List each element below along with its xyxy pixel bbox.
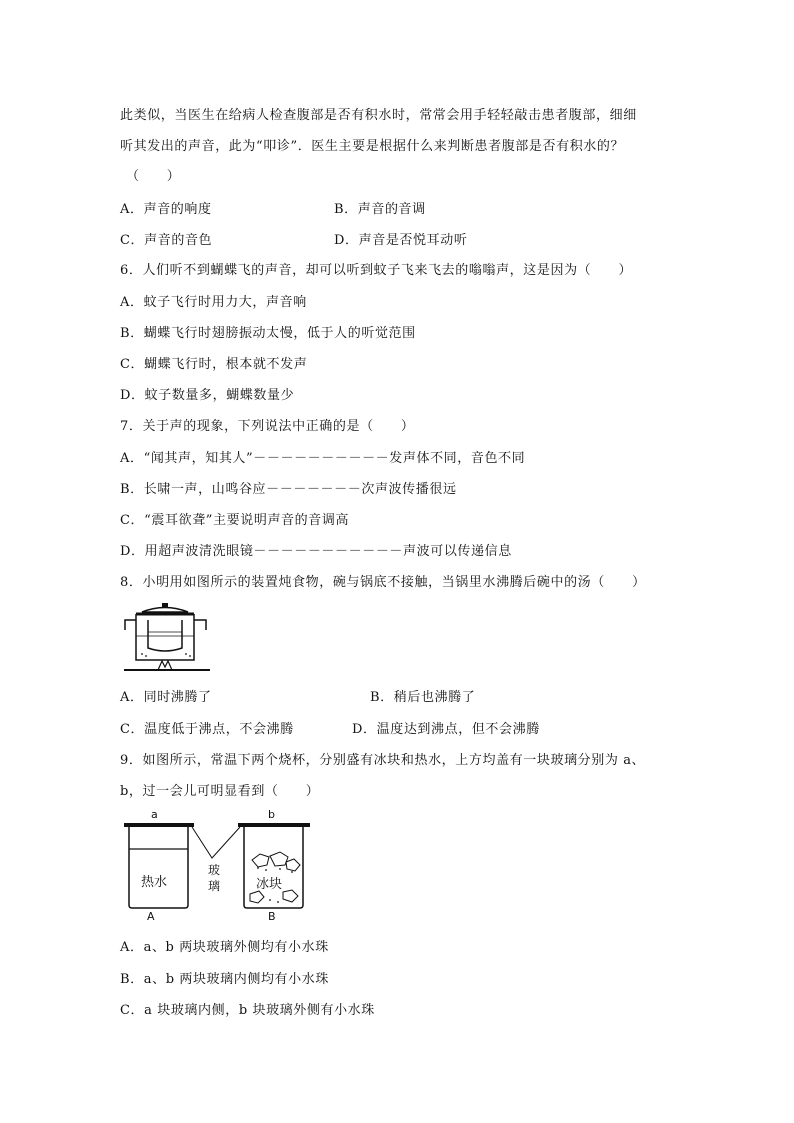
q5-answer-blank: （ ） bbox=[126, 169, 181, 184]
q9-option-c: C．a 块玻璃内侧，b 块玻璃外侧有小水珠 bbox=[120, 1003, 375, 1018]
glass-pointer-lines bbox=[192, 827, 240, 858]
pot-lid-knob bbox=[162, 603, 168, 607]
q6-stem: 6．人们听不到蝴蝶飞的声音，却可以听到蚊子飞来飞去的嗡嗡声，这是因为（ ） bbox=[120, 263, 633, 278]
flame-icon bbox=[158, 661, 172, 670]
ice-label: 冰块 bbox=[256, 877, 283, 892]
q7-option-c: C．“震耳欲聋”主要说明声音的音调高 bbox=[120, 513, 350, 528]
q7-option-b: B．长啸一声，山鸣谷应－－－－－－－次声波传播很远 bbox=[120, 482, 457, 497]
q9-option-b: B．a、b 两块玻璃内侧均有小水珠 bbox=[120, 972, 329, 987]
label-glass-a: a bbox=[151, 808, 158, 821]
q7-option-a: A．“闻其声，知其人”－－－－－－－－－－发声体不同，音色不同 bbox=[120, 451, 526, 466]
glass-plate-b bbox=[238, 823, 310, 827]
beaker-b bbox=[244, 827, 303, 908]
label-glass-b: b bbox=[268, 808, 275, 821]
glass-label-2: 璃 bbox=[208, 879, 221, 893]
q8-stem: 8．小明用如图所示的装置炖食物，碗与锅底不接触，当锅里水沸腾后碗中的汤（ ） bbox=[120, 575, 646, 590]
pot-lid bbox=[142, 608, 188, 613]
pot-handle-left bbox=[125, 620, 136, 630]
q5-option-c: C．声音的音色 bbox=[120, 233, 213, 248]
q8-option-c: C．温度低于沸点，不会沸腾 bbox=[120, 722, 294, 737]
glass-plate-a bbox=[124, 823, 194, 827]
q8-option-d: D．温度达到沸点，但不会沸腾 bbox=[352, 722, 540, 737]
q5-option-d: D．声音是否悦耳动听 bbox=[334, 233, 468, 248]
q8-pot-figure bbox=[120, 598, 212, 672]
pot-body bbox=[136, 614, 194, 660]
q9-stem-line-2: b，过一会儿可明显看到（ ） bbox=[120, 784, 320, 799]
hot-water-label: 热水 bbox=[141, 875, 168, 890]
q8-option-a: A．同时沸腾了 bbox=[120, 690, 212, 705]
q5-line-2: 听其发出的声音，此为“叩诊”．医生主要是根据什么来判断患者腹部是否有积水的？ bbox=[120, 139, 625, 154]
q5-line-1: 此类似，当医生在给病人检查腹部是否有积水时，常常会用手轻轻敲击患者腹部，细细 bbox=[120, 108, 637, 123]
glass-label-1: 玻 bbox=[208, 863, 221, 877]
q7-option-d: D．用超声波清洗眼镜－－－－－－－－－－－声波可以传递信息 bbox=[120, 544, 512, 559]
q6-option-d: D．蚊子数量多，蝴蝶数量少 bbox=[120, 388, 295, 403]
q9-stem-line-1: 9．如图所示，常温下两个烧杯，分别盛有冰块和热水，上方均盖有一块玻璃分别为 a、 bbox=[120, 753, 646, 768]
bowl bbox=[148, 620, 182, 651]
q9-option-a: A．a、b 两块玻璃外侧均有小水珠 bbox=[120, 940, 329, 955]
beaker-a bbox=[129, 827, 188, 908]
q6-option-a: A．蚊子飞行时用力大，声音响 bbox=[120, 295, 307, 310]
q8-option-b: B．稍后也沸腾了 bbox=[370, 690, 476, 705]
q6-option-c: C．蝴蝶飞行时，根本就不发声 bbox=[120, 357, 308, 372]
label-beaker-b: B bbox=[268, 910, 276, 922]
q5-option-a: A．声音的响度 bbox=[120, 202, 212, 217]
label-beaker-a: A bbox=[147, 910, 155, 922]
pot-handle-right bbox=[194, 620, 206, 630]
q7-stem: 7．关于声的现象，下列说法中正确的是（ ） bbox=[120, 419, 415, 434]
q9-beakers-figure bbox=[120, 806, 312, 922]
q6-option-b: B．蝴蝶飞行时翅膀振动太慢，低于人的听觉范围 bbox=[120, 326, 416, 341]
q5-option-b: B．声音的音调 bbox=[334, 202, 426, 217]
